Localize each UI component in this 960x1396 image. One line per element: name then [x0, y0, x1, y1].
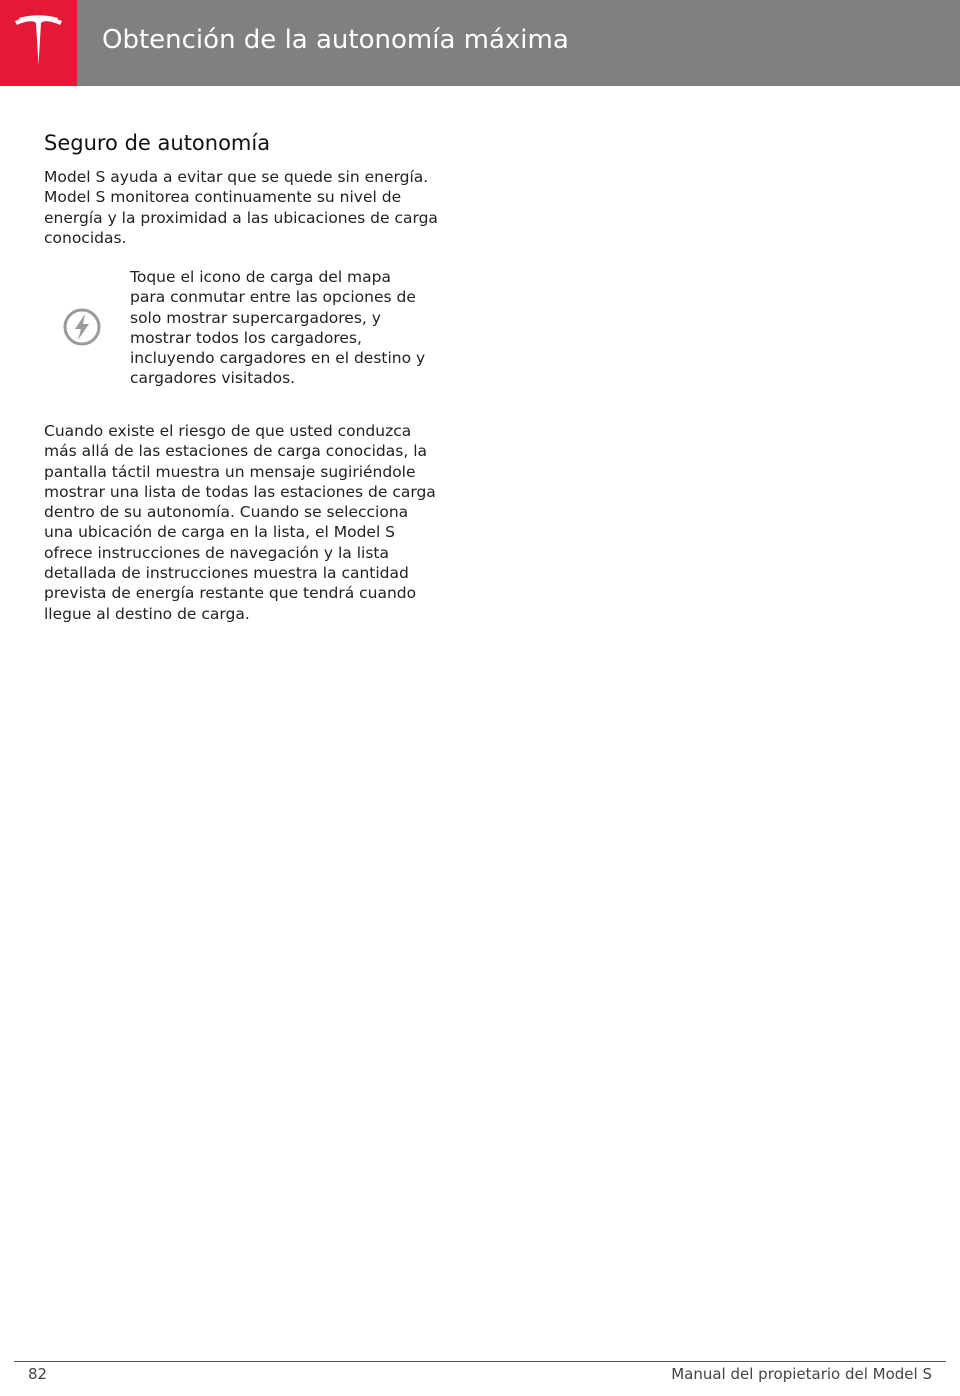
intro-paragraph: Model S ayuda a evitar que se quede sin energía. Model S monitorea continuamente su nivel de energía y la proximidad a las ubicaciones de carga conocidas.: [44, 168, 438, 247]
charging-bolt-icon: [60, 305, 104, 349]
manual-title: Manual del propietario del Model S: [671, 1365, 932, 1383]
footer-divider: [14, 1361, 946, 1362]
section-heading: Seguro de autonomía: [44, 131, 271, 155]
page-number: 82: [28, 1365, 48, 1383]
note-text: Toque el icono de carga del mapa para conmutar entre las opciones de solo mostrar supercargadores, y mostrar todos los cargadores, incluyendo cargadores en el destino y cargadores visitados.: [130, 268, 426, 388]
body-paragraph: Cuando existe el riesgo de que usted conduzca más allá de las estaciones de carga conocidas, la pantalla táctil muestra un mensaje sugiriéndole mostrar una lista de todas las estaciones de carga dentro de su autonomía. Cuando se selecciona una ubicación de carga en la lista, el Model S ofrece instrucciones de navegación y la lista detallada de instrucciones muestra la cantidad prevista de energía restante que tendrá cuando llegue al destino de carga.: [44, 422, 436, 623]
tesla-logo-icon: [14, 15, 63, 67]
page-header-title: Obtención de la autonomía máxima: [102, 25, 569, 55]
brand-logo: [0, 0, 77, 86]
